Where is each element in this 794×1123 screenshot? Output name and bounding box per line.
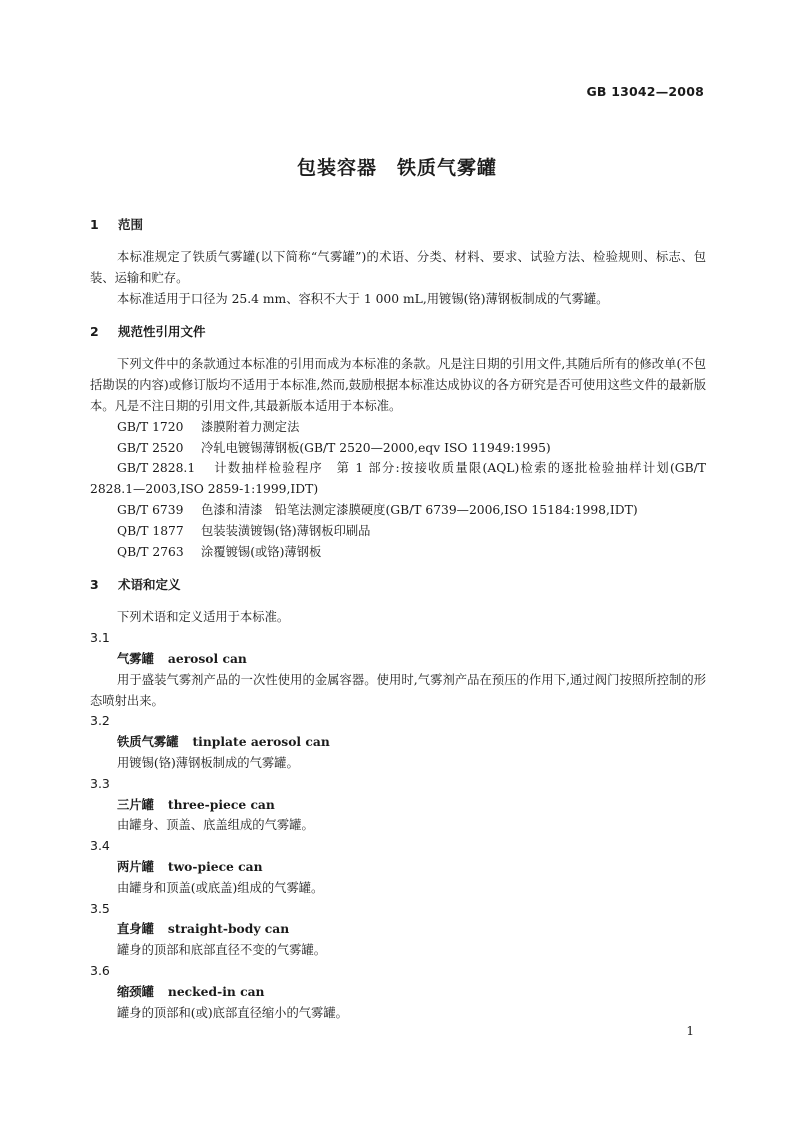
page-number: 1 bbox=[686, 1024, 694, 1038]
section-heading-terms-definitions bbox=[90, 575, 706, 595]
reference-code: GB/T 6739 bbox=[117, 502, 184, 517]
term-name-en: tinplate aerosol can bbox=[192, 734, 330, 750]
reference-title: 包装装潢镀锡(铬)薄钢板印刷品 bbox=[201, 523, 371, 538]
reference-title: 计数抽样检验程序 第 1 部分:按接收质量限(AQL)检索的逐批检验抽样计划(GB/T 2828.1—2003,ISO 2859-1:1999,IDT) bbox=[90, 461, 706, 497]
term-name bbox=[90, 857, 706, 878]
term-number: 3.1 bbox=[90, 630, 110, 646]
term-definition: 罐身的顶部和底部直径不变的气雾罐。 bbox=[117, 943, 327, 958]
term-number: 3.3 bbox=[90, 775, 110, 791]
terms-intro: 下列术语和定义适用于本标准。 bbox=[117, 610, 290, 625]
term-number: 3.2 bbox=[90, 713, 110, 729]
term-definition: 由罐身、顶盖、底盖组成的气雾罐。 bbox=[117, 818, 314, 833]
term-name-en: straight-body can bbox=[167, 921, 290, 937]
reference-title: 冷轧电镀锡薄钢板(GB/T 2520—2000,eqv ISO 11949:1995) bbox=[201, 440, 551, 455]
term-number: 3.4 bbox=[90, 838, 110, 854]
reference-code: GB/T 2520 bbox=[117, 440, 184, 455]
reference-item bbox=[90, 542, 706, 563]
term-name-en: aerosol can bbox=[167, 650, 247, 666]
section-title: 术语和定义 bbox=[118, 577, 181, 593]
reference-item bbox=[90, 500, 706, 521]
term-name-zh: 气雾罐 bbox=[117, 651, 154, 666]
document-title: 包装容器 铁质气雾罐 bbox=[296, 157, 497, 179]
term-entry bbox=[90, 899, 706, 961]
section-heading-normative-references bbox=[90, 322, 706, 342]
term-number: 3.5 bbox=[90, 900, 110, 916]
term-name bbox=[90, 732, 706, 753]
reference-item bbox=[90, 438, 706, 459]
term-name bbox=[90, 919, 706, 940]
term-name-zh: 两片罐 bbox=[117, 859, 154, 874]
term-definition: 用于盛装气雾剂产品的一次性使用的金属容器。使用时,气雾剂产品在预压的作用下,通过阀门按照所控制的形态喷射出来。 bbox=[90, 672, 706, 708]
term-name-zh: 直身罐 bbox=[117, 922, 154, 937]
reference-item bbox=[90, 417, 706, 438]
term-entry bbox=[90, 836, 706, 898]
term-definition: 罐身的顶部和(或)底部直径缩小的气雾罐。 bbox=[117, 1005, 348, 1020]
section-title: 规范性引用文件 bbox=[118, 324, 206, 340]
reference-title: 漆膜附着力测定法 bbox=[201, 419, 300, 434]
section-number: 1 bbox=[90, 217, 99, 232]
reference-item bbox=[90, 521, 706, 542]
term-name-zh: 铁质气雾罐 bbox=[117, 735, 179, 750]
reference-code: GB/T 2828.1 bbox=[117, 461, 196, 476]
term-number: 3.6 bbox=[90, 962, 110, 978]
scope-paragraph: 本标准规定了铁质气雾罐(以下简称“气雾罐”)的术语、分类、材料、要求、试验方法、检验规则、标志、包装、运输和贮存。 bbox=[90, 250, 706, 285]
term-name-en: three-piece can bbox=[167, 796, 275, 812]
reference-title: 涂覆镀锡(或铬)薄钢板 bbox=[201, 544, 322, 559]
section-heading-scope bbox=[90, 215, 706, 235]
term-entry bbox=[90, 711, 706, 773]
reference-code: QB/T 1877 bbox=[117, 523, 184, 538]
term-entry bbox=[90, 774, 706, 836]
section-number: 2 bbox=[90, 324, 99, 340]
term-entry bbox=[90, 628, 706, 711]
term-name-zh: 三片罐 bbox=[117, 797, 154, 812]
section-number: 3 bbox=[90, 577, 99, 593]
document-body bbox=[90, 215, 706, 1023]
term-name-zh: 缩颈罐 bbox=[117, 984, 154, 999]
term-name bbox=[90, 649, 706, 670]
section-title: 范围 bbox=[118, 217, 144, 232]
term-definition: 用镀锡(铬)薄钢板制成的气雾罐。 bbox=[117, 755, 299, 770]
reference-title: 色漆和清漆 铅笔法测定漆膜硬度(GB/T 6739—2006,ISO 15184:1998,IDT) bbox=[201, 502, 638, 517]
term-definition: 由罐身和顶盖(或底盖)组成的气雾罐。 bbox=[117, 880, 324, 895]
reference-code: GB/T 1720 bbox=[117, 419, 184, 434]
term-name-en: necked-in can bbox=[167, 983, 265, 999]
reference-item bbox=[90, 458, 706, 500]
scope-paragraph: 本标准适用于口径为 25.4 mm、容积不大于 1 000 mL,用镀锡(铬)薄钢板制成的气雾罐。 bbox=[117, 291, 609, 306]
reference-code: QB/T 2763 bbox=[117, 544, 184, 559]
references-intro: 下列文件中的条款通过本标准的引用而成为本标准的条款。凡是注日期的引用文件,其随后所有的修改单(不包括勘误的内容)或修订版均不适用于本标准,然而,鼓励根据本标准达成协议的各方研究是否可使用这些文件的最新版本。凡是不注日期的引用文件,其最新版本适用于本标准。 bbox=[90, 357, 706, 413]
term-entry bbox=[90, 961, 706, 1023]
term-name bbox=[90, 795, 706, 816]
term-name bbox=[90, 982, 706, 1003]
standard-code: GB 13042—2008 bbox=[586, 84, 704, 99]
term-name-en: two-piece can bbox=[167, 858, 263, 874]
